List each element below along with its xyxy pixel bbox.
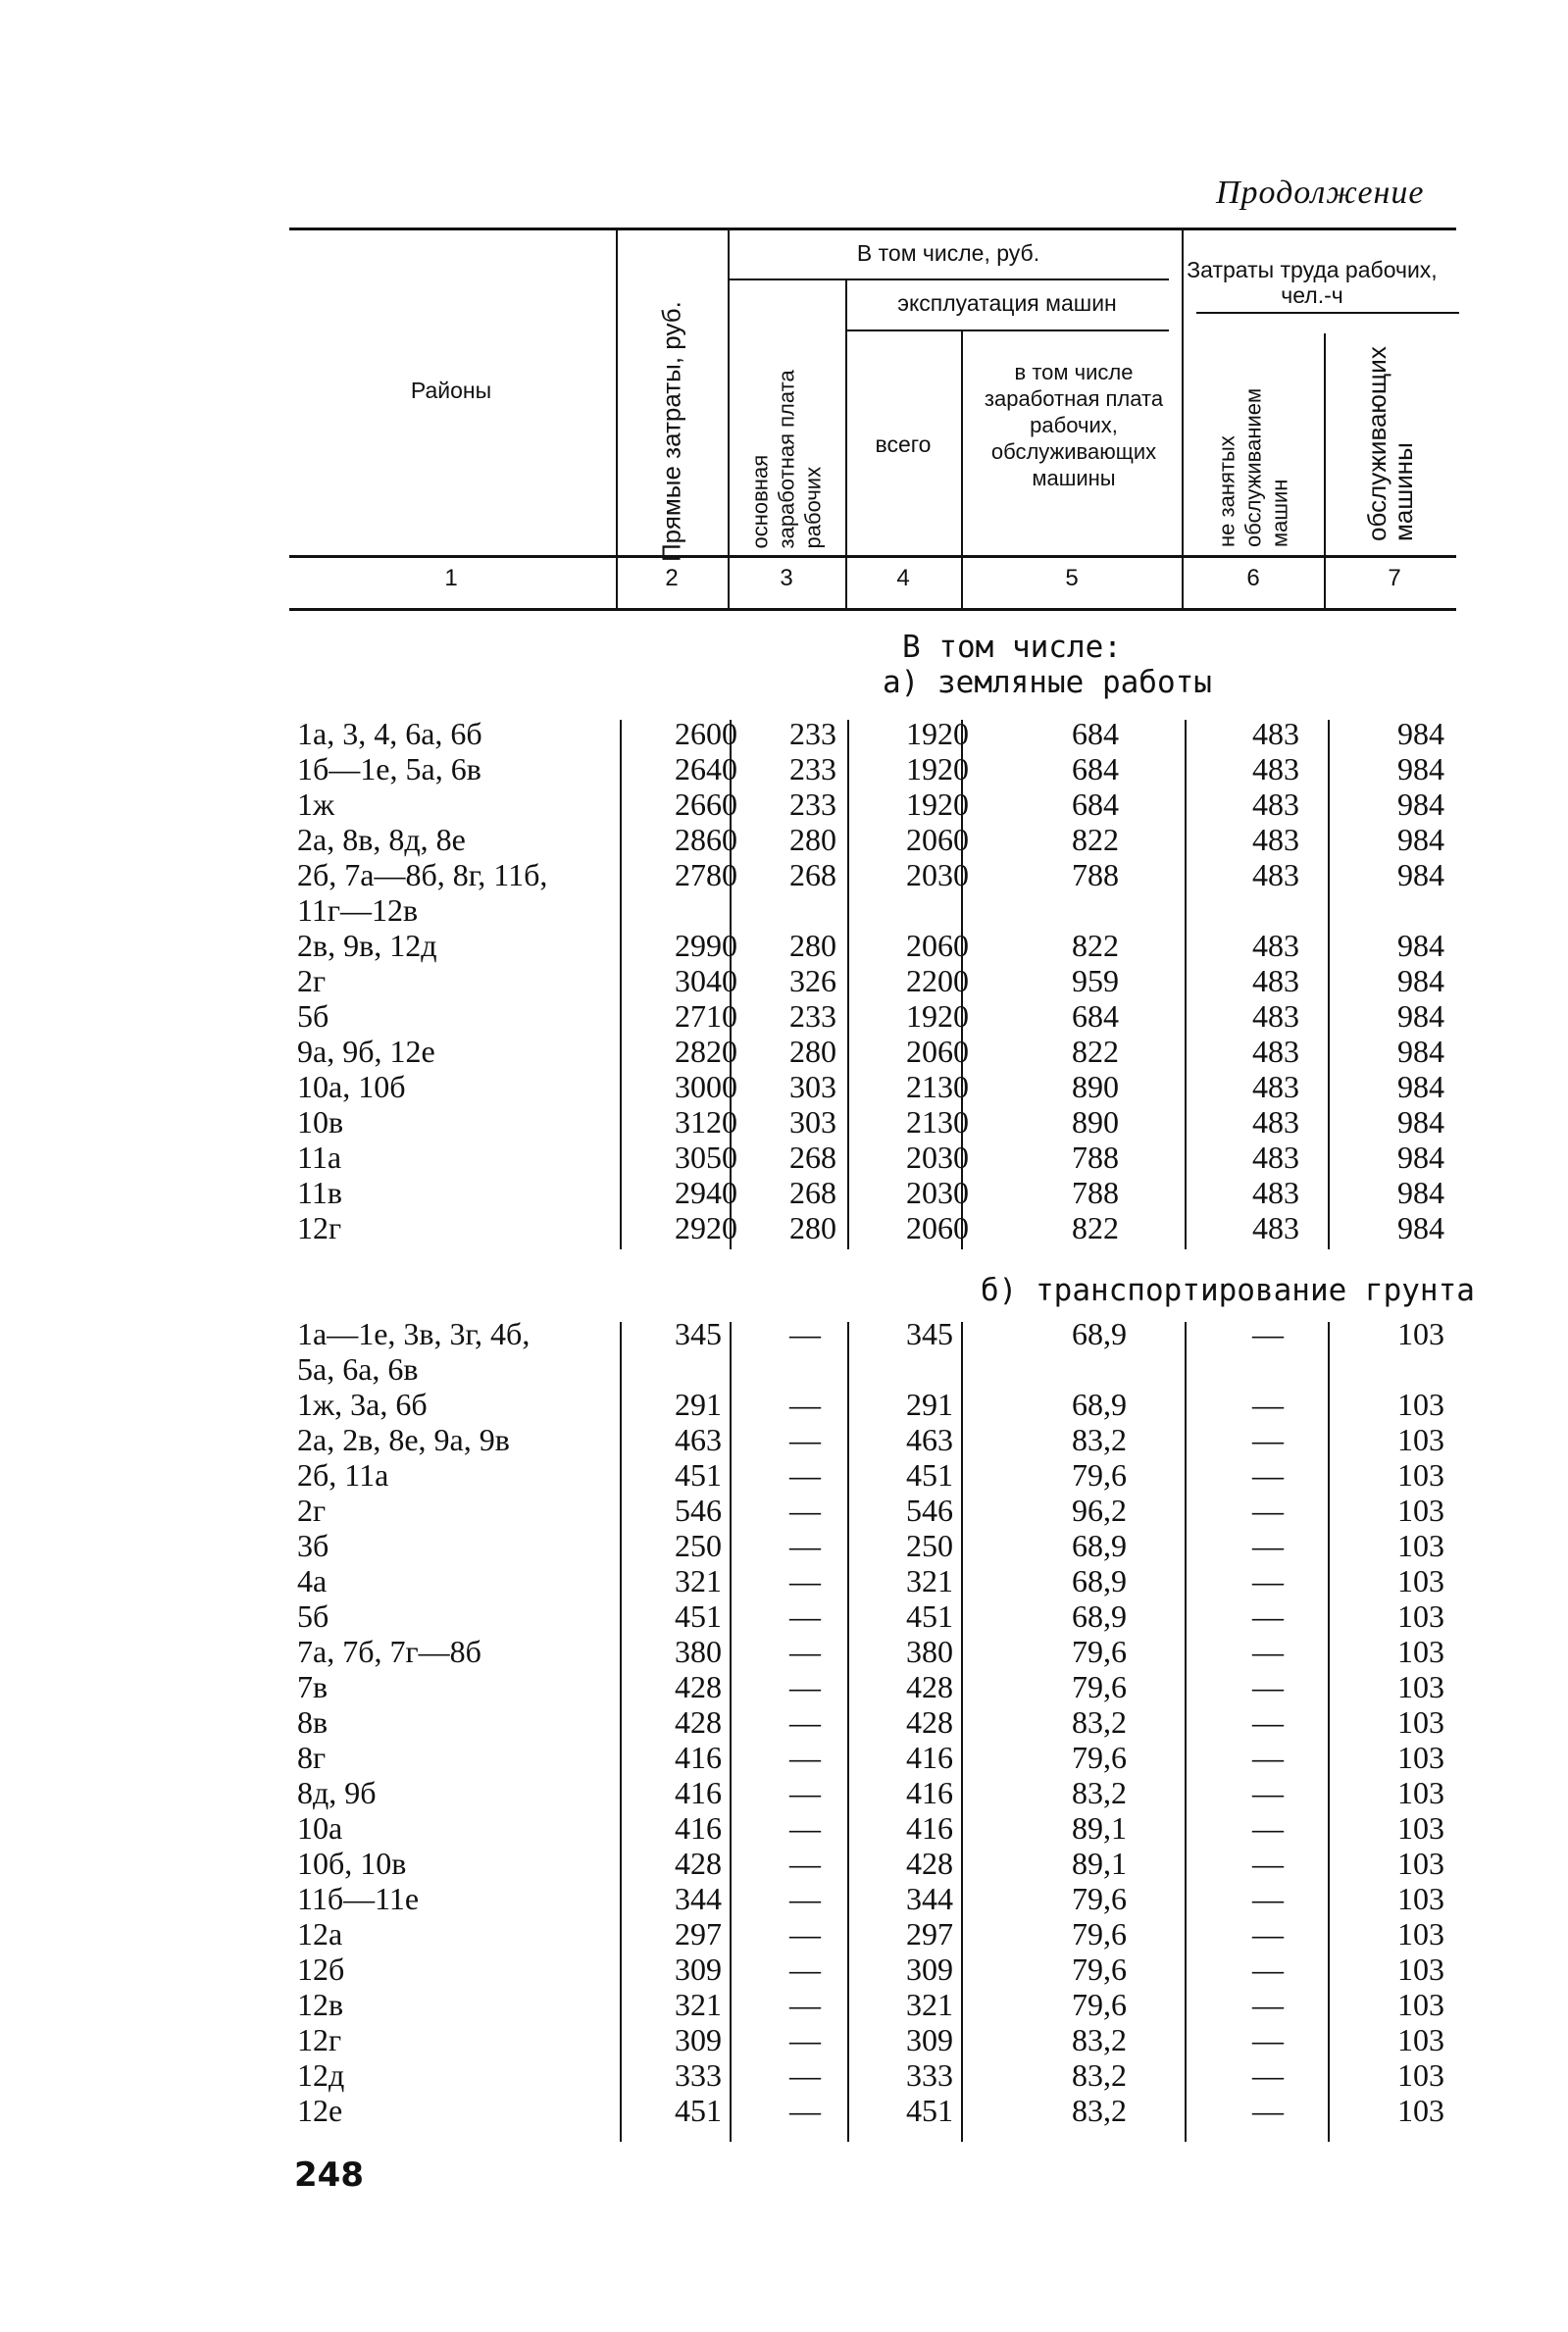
header-machine-wages: в том числе заработная плата рабочих, обслуживающих машины [984,360,1164,490]
table-a-row: 5б 2710 233 1920 684 483 984 [297,998,1444,1034]
table-a-row: 1а, 3, 4, 6а, 6б 2600 233 1920 684 483 984 [297,716,1444,751]
table-a-row: 1ж 2660 233 1920 684 483 984 [297,786,1444,822]
header-not-machine: не занятых обслуживанием машин [1214,387,1292,547]
header-labor: Затраты труда рабочих, чел.-ч [1187,257,1438,308]
region-cell [297,1563,327,1598]
region-cell [297,1740,326,1775]
region-label: 12б [297,1952,345,1987]
region-label: 8д, 9б [297,1775,377,1810]
col-number-4: 4 [896,565,910,591]
table-a-row: 2в, 9в, 12д 2990 280 2060 822 483 984 [297,928,1444,963]
region-label: 9а, 9б, 12е [297,1034,435,1069]
region-label: 12г [297,1210,342,1245]
region-label: 2г [297,1493,327,1528]
table-b-row: 2а, 2в, 8е, 9а, 9в 463 — 463 83,2 — 103 [297,1422,1444,1457]
table-b-row: 1а—1е, 3в, 3г, 4б, 5а, 6а, 6в 345 — 345 68,9 — 103 [297,1316,1444,1387]
region-cell [297,1316,530,1387]
header-divider-1 [616,228,618,608]
region-label: 1а—1е, 3в, 3г, 4б, [297,1316,531,1351]
region-cell [297,1987,343,2022]
region-label: 4а [297,1563,328,1598]
col-number-5: 5 [1065,565,1079,591]
table-b-row: 8д, 9б 416 — 416 83,2 — 103 [297,1775,1444,1810]
header-divider-4 [961,331,963,608]
region-label: 11в [297,1175,342,1210]
table-a-body [294,716,1471,1245]
region-cell [297,786,334,822]
region-label: 12д [297,2057,345,2093]
region-label: 3б [297,1528,329,1563]
region-cell [297,1034,435,1069]
header-divider-2 [728,228,730,608]
region-cell [297,1810,342,1846]
region-label: 2в, 9в, 12д [297,928,437,963]
table-a-row: 1б—1е, 5а, 6в 2640 233 1920 684 483 984 [297,751,1444,786]
region-label: 12в [297,1987,344,2022]
region-cell [297,1104,343,1140]
region-label: 10а [297,1810,343,1846]
region-label: 11б—11е [297,1881,420,1916]
region-cell [297,1952,344,1987]
region-label: 2б, 7а—8б, 8г, 11б, [297,857,548,892]
region-cell [297,751,481,786]
region-label: 1ж [297,786,335,822]
header-regions: Районы [410,378,492,403]
region-cell [297,1916,342,1952]
region-cell [297,998,329,1034]
table-b-row: 10а 416 — 416 89,1 — 103 [297,1810,1444,1846]
region-cell [297,1775,377,1810]
region-label: 1а, 3, 4, 6а, 6б [297,716,482,751]
table-a-row: 2г 3040 326 2200 959 483 984 [297,963,1444,998]
region-cell [297,1422,510,1457]
header-including: В том числе, руб. [856,240,1040,266]
region-cell [297,963,326,998]
region-label: 11а [297,1140,342,1175]
region-cell [297,1069,405,1104]
table-b-row: 4а 321 — 321 68,9 — 103 [297,1563,1444,1598]
table-a-row: 2б, 7а—8б, 8г, 11б, 11г—12в 2780 268 2030 788 483 984 [297,857,1444,928]
header-machine-operation: эксплуатация машин [897,290,1117,316]
region-label: 5б [297,998,329,1034]
table-b-row: 12г 309 — 309 83,2 — 103 [297,2022,1444,2057]
labor-group-rule [1196,312,1459,314]
table-b-row: 11б—11е 344 — 344 79,6 — 103 [297,1881,1444,1916]
table-a-row: 12г 2920 280 2060 822 483 984 [297,1210,1444,1245]
table-a-row: 11а 3050 268 2030 788 483 984 [297,1140,1444,1175]
region-label: 10в [297,1104,344,1140]
region-cell [297,1704,328,1740]
table-b-row: 7а, 7б, 7г—8б 380 — 380 79,6 — 103 [297,1634,1444,1669]
region-label: 2б, 11а [297,1457,389,1493]
table-b-row: 12в 321 — 321 79,6 — 103 [297,1987,1444,2022]
region-label: 8в [297,1704,329,1740]
header-direct-costs: Прямые затраты, руб. [656,301,686,562]
region-cell [297,1387,428,1422]
region-cell [297,1175,342,1210]
header-divider-5 [1182,228,1184,608]
col-number-3: 3 [780,565,793,591]
region-cell [297,1881,419,1916]
table-b-row: 5б 451 — 451 68,9 — 103 [297,1598,1444,1634]
region-cell [297,928,437,963]
col-number-7: 7 [1388,565,1401,591]
table-b-row: 7в 428 — 428 79,6 — 103 [297,1669,1444,1704]
machine-group-rule [845,330,1169,331]
region-label: 2а, 8в, 8д, 8е [297,822,466,857]
region-label: 2а, 2в, 8е, 9а, 9в [297,1422,510,1457]
table-b-row: 2б, 11а 451 — 451 79,6 — 103 [297,1457,1444,1493]
header-divider-6 [1324,333,1326,608]
table-b-row: 12д 333 — 333 83,2 — 103 [297,2057,1444,2093]
table-b-row: 3б 250 — 250 68,9 — 103 [297,1528,1444,1563]
region-cell [297,1669,328,1704]
region-cell [297,2057,344,2093]
table-a-row: 9а, 9б, 12е 2820 280 2060 822 483 984 [297,1034,1444,1069]
header-total: всего [875,431,932,457]
region-label: 1б—1е, 5а, 6в [297,751,481,786]
header-top-rule [289,228,1456,230]
table-b-row: 1ж, 3а, 6б 291 — 291 68,9 — 103 [297,1387,1444,1422]
region-cell [297,1634,481,1669]
col-number-2: 2 [665,565,679,591]
region-label-continued: 5а, 6а, 6в [297,1351,419,1387]
region-label: 2г [297,963,327,998]
table-a-row: 10в 3120 303 2130 890 483 984 [297,1104,1444,1140]
table-b-row: 12е 451 — 451 83,2 — 103 [297,2093,1444,2128]
region-cell [297,2093,342,2128]
table-a-row: 11в 2940 268 2030 788 483 984 [297,1175,1444,1210]
header-machine-workers: обслуживающих машины [1362,346,1418,541]
region-cell [297,1598,329,1634]
region-cell [297,1457,388,1493]
region-cell [297,1528,329,1563]
header-base-wages: основная заработная плата рабочих [747,370,826,549]
region-cell [297,1210,341,1245]
region-cell [297,857,547,928]
table-a-row: 10а, 10б 3000 303 2130 890 483 984 [297,1069,1444,1104]
including-group-rule [728,279,1169,280]
continuation-label: Продолжение [1216,175,1425,211]
table-b-body [294,1316,1471,2128]
col-number-6: 6 [1246,565,1260,591]
region-label: 12е [297,2093,343,2128]
header-bottom-rule [289,608,1456,611]
region-label: 12а [297,1916,343,1952]
table-b-row: 12б 309 — 309 79,6 — 103 [297,1952,1444,1987]
region-cell [297,2022,341,2057]
region-label: 7а, 7б, 7г—8б [297,1634,481,1669]
page-number: 248 [294,2155,364,2195]
region-label: 10а, 10б [297,1069,406,1104]
region-label: 5б [297,1598,329,1634]
region-label: 1ж, 3а, 6б [297,1387,428,1422]
col-number-1: 1 [444,565,458,591]
region-label: 12г [297,2022,342,2057]
region-label: 7в [297,1669,329,1704]
region-label: 10б, 10в [297,1846,407,1881]
table-b-row: 10б, 10в 428 — 428 89,1 — 103 [297,1846,1444,1881]
region-cell [297,1140,341,1175]
region-cell [297,1493,326,1528]
table-b-row: 2г 546 — 546 96,2 — 103 [297,1493,1444,1528]
region-cell [297,822,466,857]
table-b-row: 12а 297 — 297 79,6 — 103 [297,1916,1444,1952]
header-mid-rule [289,555,1456,558]
region-cell [297,716,482,751]
region-label-continued: 11г—12в [297,892,419,928]
table-b-row: 8г 416 — 416 79,6 — 103 [297,1740,1444,1775]
region-cell [297,1846,406,1881]
region-label: 8г [297,1740,327,1775]
table-b-row: 8в 428 — 428 83,2 — 103 [297,1704,1444,1740]
table-a-row: 2а, 8в, 8д, 8е 2860 280 2060 822 483 984 [297,822,1444,857]
